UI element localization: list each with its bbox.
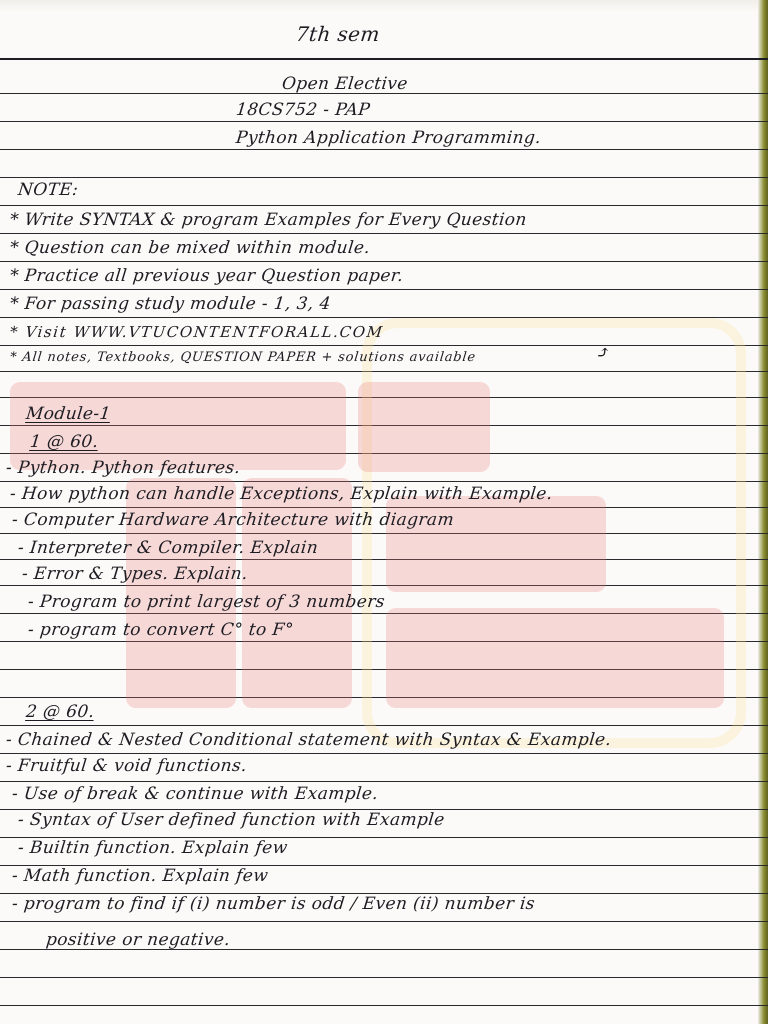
note-item: * Visit WWW.VTUCONTENTFORALL.COM <box>9 323 385 341</box>
question-item: - Fruitful & void functions. <box>4 756 249 776</box>
question-item: - Python. Python features. <box>4 458 242 478</box>
question-item: - Builtin function. Explain few <box>16 838 289 858</box>
notebook-binding-edge <box>758 0 768 1024</box>
watermark-block <box>10 382 346 470</box>
question-item: - Error & Types. Explain. <box>20 564 249 584</box>
module-heading: Module-1 <box>24 404 112 424</box>
semester-label: 7th sem <box>294 22 382 46</box>
note-item: * Practice all previous year Question paper. <box>8 266 405 286</box>
question-item: - Program to print largest of 3 numbers <box>26 592 386 612</box>
corner-arrow-icon: ⤴ <box>594 343 612 363</box>
question-item: - Interpreter & Compiler. Explain <box>16 538 320 558</box>
watermark-block <box>358 382 490 472</box>
question-group-label: 2 @ 60. <box>24 702 96 722</box>
note-item: * Question can be mixed within module. <box>8 238 372 258</box>
question-item: - Math function. Explain few <box>10 866 270 886</box>
question-item: - program to convert C° to F° <box>26 620 295 640</box>
question-group-label: 1 @ 60. <box>28 432 100 452</box>
question-item-continuation: positive or negative. <box>44 930 232 950</box>
question-item: - How python can handle Exceptions, Explain with Example. <box>8 484 554 504</box>
question-item: - Use of break & continue with Example. <box>10 784 380 804</box>
note-item: * Write SYNTAX & program Examples for Every Question <box>8 210 528 230</box>
course-code: 18CS752 - PAP <box>234 100 372 120</box>
page-top-shade <box>0 0 768 12</box>
elective-label: Open Elective <box>280 74 409 94</box>
course-title: Python Application Programming. <box>234 128 543 148</box>
note-heading: NOTE: <box>16 180 80 200</box>
question-item: - Computer Hardware Architecture with diagram <box>10 510 456 530</box>
note-item: * All notes, Textbooks, QUESTION PAPER + solutions available <box>9 350 477 365</box>
watermark-block <box>386 608 724 708</box>
note-item: * For passing study module - 1, 3, 4 <box>8 294 332 314</box>
question-item: - program to find if (i) number is odd / Even (ii) number is <box>10 894 537 914</box>
question-item: - Syntax of User defined function with Example <box>16 810 446 830</box>
question-item: - Chained & Nested Conditional statement with Syntax & Example. <box>4 730 613 750</box>
